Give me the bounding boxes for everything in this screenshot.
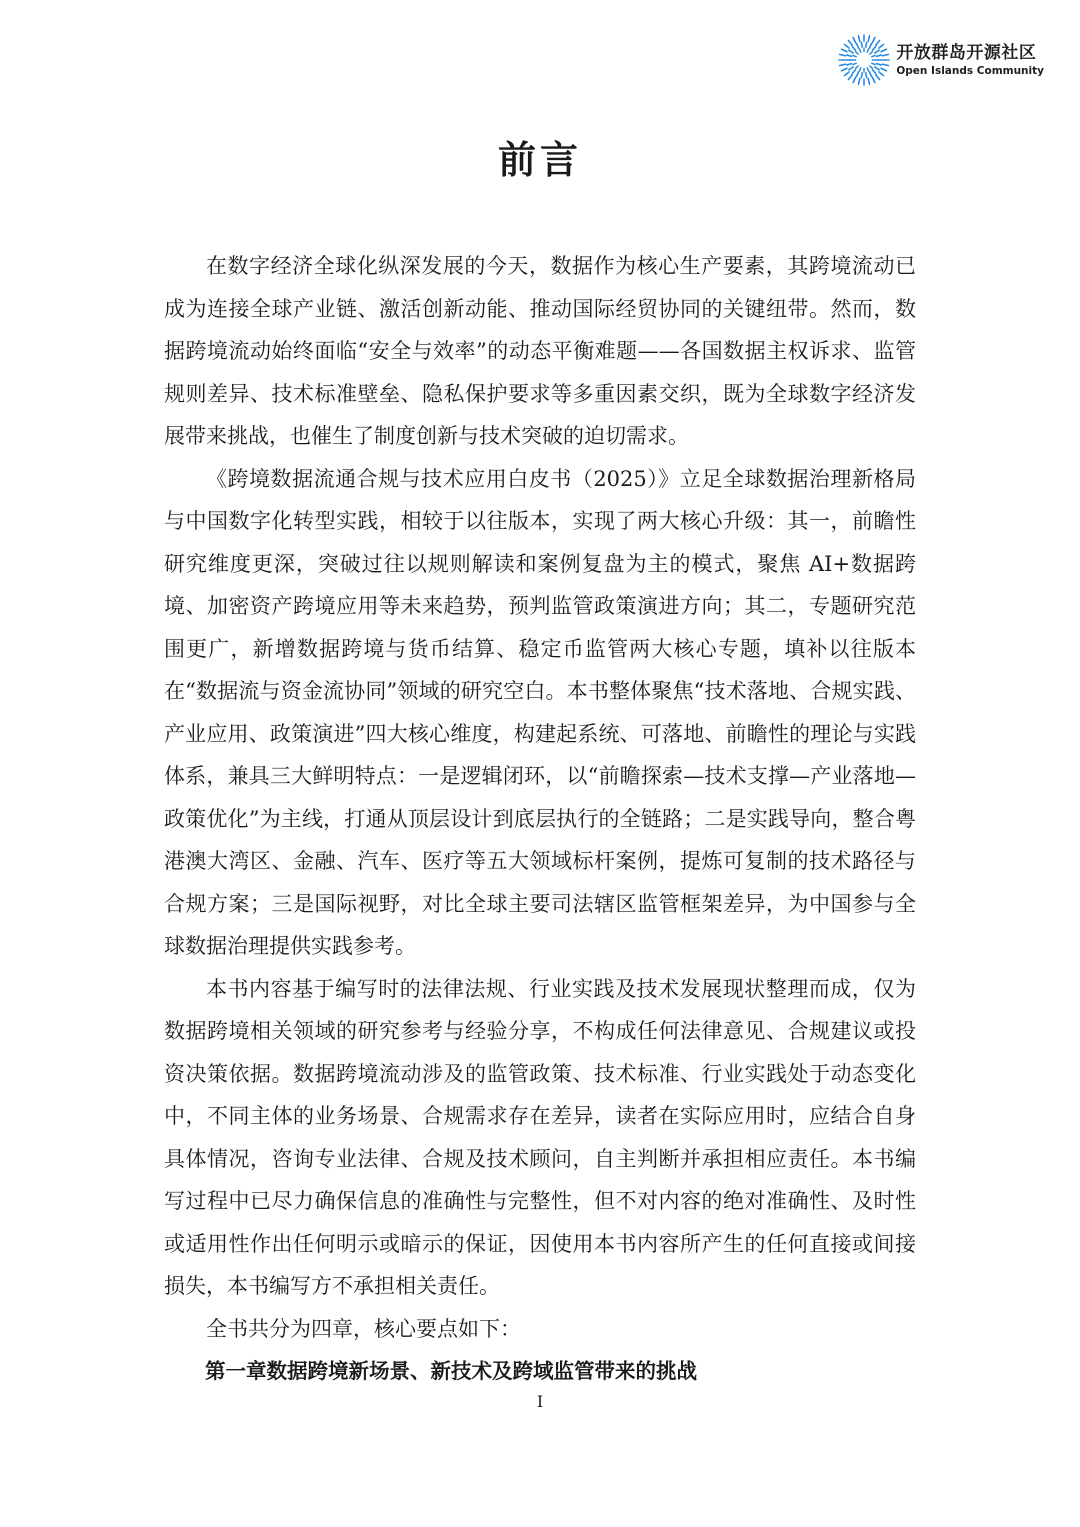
logo-chinese-name: 开放群岛开源社区 (896, 42, 1037, 63)
logo-text (896, 43, 1044, 78)
page-title: 前言 (497, 138, 582, 182)
document-body (164, 245, 916, 1393)
sunburst-logo-icon (838, 34, 890, 86)
paragraph: 在数字经济全球化纵深发展的今天，数据作为核心生产要素，其跨境流动已成为连接全球产业链、激活创新动能、推动国际经贸协同的关键纽带。然而，数据跨境流动始终面临“安全与效率”的动态平衡难题——各国数据主权诉求、监管规则差异、技术标准壁垒、隐私保护要求等多重因素交织，既为全球数字经济发展带来挑战，也催生了制度创新与技术突破的迫切需求。 (164, 254, 916, 448)
paragraph: 《跨境数据流通合规与技术应用白皮书（2025）》立足全球数据治理新格局与中国数字化转型实践，相较于以往版本，实现了两大核心升级：其一，前瞻性研究维度更深，突破过往以规则解读和案例复盘为主的模式，聚焦 AI+数据跨境、加密资产跨境应用等未来趋势，预判监管政策演进方向；其二，专题研究范围更广，新增数据跨境与货币结算、稳定币监管两大核心专题，填补以往版本在“数据流与资金流协同”领域的研究空白。本书整体聚焦“技术落地、合规实践、产业应用、政策演进”四大核心维度，构建起系统、可落地、前瞻性的理论与实践体系，兼具三大鲜明特点：一是逻辑闭环，以“前瞻探索—技术支撑—产业落地—政策优化”为主线，打通从顶层设计到底层执行的全链路；二是实践导向，整合粤港澳大湾区、金融、汽车、医疗等五大领域标杆案例，提炼可复制的技术路径与合规方案；三是国际视野，对比全球主要司法辖区监管框架差异，为中国参与全球数据治理提供实践参考。 (164, 466, 916, 958)
page-number: I (536, 1392, 544, 1411)
paragraph: 本书内容基于编写时的法律法规、行业实践及技术发展现状整理而成，仅为数据跨境相关领域的研究参考与经验分享，不构成任何法律意见、合规建议或投资决策依据。数据跨境流动涉及的监管政策、技术标准、行业实践处于动态变化中，不同主体的业务场景、合规需求存在差异，读者在实际应用时，应结合自身具体情况，咨询专业法律、合规及技术顾问，自主判断并承担相应责任。本书编写过程中已尽力确保信息的准确性与完整性，但不对内容的绝对准确性、及时性或适用性作出任何明示或暗示的保证，因使用本书内容所产生的任何直接或间接损失，本书编写方不承担相关责任。 (164, 976, 916, 1298)
chapter-heading: 第一章数据跨境新场景、新技术及跨域监管带来的挑战 (205, 1359, 697, 1383)
logo-english-name: Open Islands Community (896, 64, 1044, 77)
paragraph: 全书共分为四章，核心要点如下： (206, 1316, 521, 1341)
community-logo (838, 34, 1044, 86)
